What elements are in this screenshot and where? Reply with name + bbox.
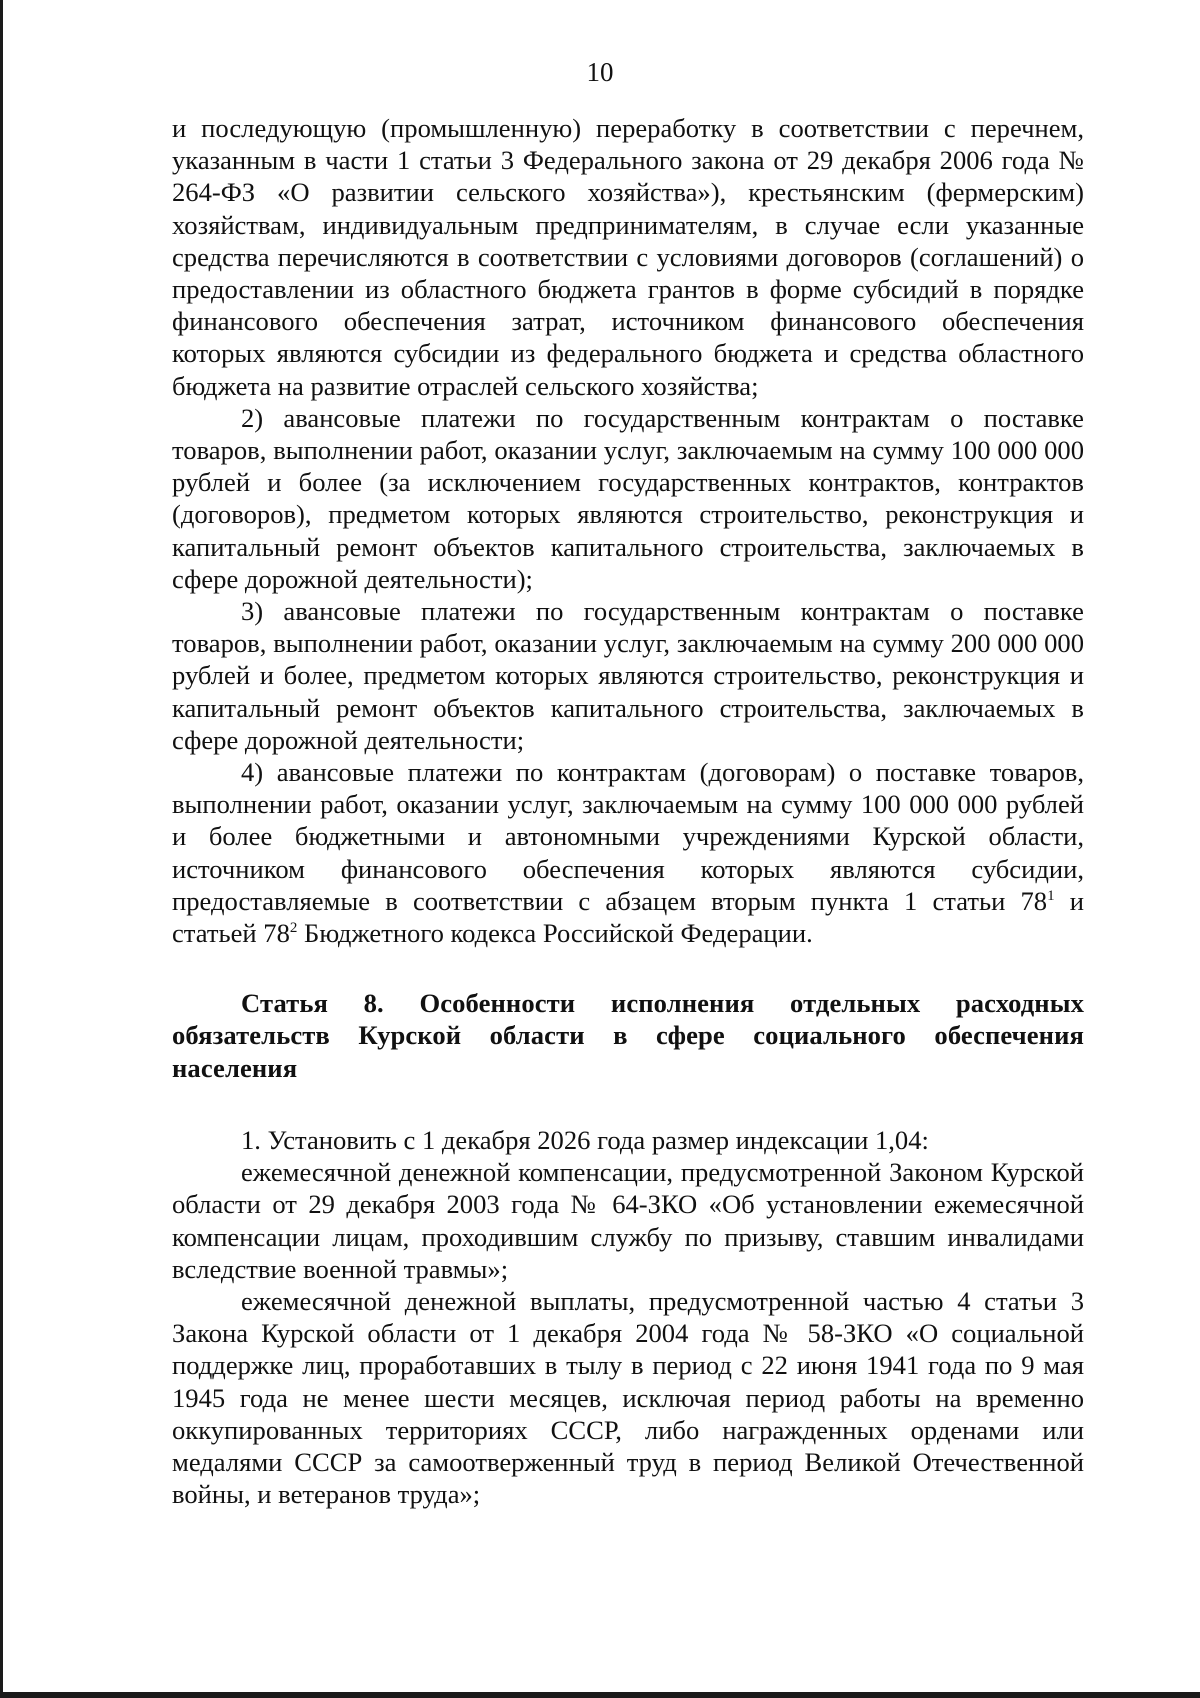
paragraph-item-2: 2) авансовые платежи по государственным контрактам о поставке товаров, выполнении работ, оказании услуг, заключаемым на сумму 100 000 000 рублей и более (за исключением государственных контрактов, контрактов (договоров), предметом которых являются строительство, реконструкция и капитальный ремонт объектов капитального строительства, заключаемых в сфере дорожной деятельности); [172, 402, 1084, 594]
page-number: 10 [586, 57, 614, 87]
scan-bottom-edge [0, 1692, 1200, 1698]
scan-left-edge [0, 0, 3, 1698]
article-item-1: 1. Установить с 1 декабря 2026 года размер индексации 1,04: [241, 1124, 929, 1155]
paragraph-item-4 [172, 756, 1084, 949]
article-subitem-2: ежемесячной денежной выплаты, предусмотренной частью 4 статьи 3 Закона Курской области от 1 декабря 2004 года № 58-ЗКО «О социальной поддержке лиц, проработавших в тылу в период с 22 июня 1941 года по 9 мая 1945 года не менее шести месяцев, исключая период работы на временно оккупированных территориях СССР, либо награжденных орденами или медалями СССР за самоотверженный труд в период Великой Отечественной войны, и ветеранов труда»; [172, 1285, 1084, 1510]
paragraph-item-4-text-2: и статьей 78 [172, 885, 1084, 949]
paragraph-item-4-text-3: Бюджетного кодекса Российской Федерации. [297, 918, 813, 949]
paragraph-item-3: 3) авансовые платежи по государственным контрактам о поставке товаров, выполнении работ, оказании услуг, заключаемым на сумму 200 000 000 рублей и более, предметом которых являются строительство, реконструкция и капитальный ремонт объектов капитального строительства, заключаемых в сфере дорожной деятельности; [172, 596, 1084, 755]
superscript-1: 1 [1047, 887, 1055, 904]
article-subitem-1: ежемесячной денежной компенсации, предусмотренной Законом Курской области от 29 декабря 2003 года № 64-ЗКО «Об установлении ежемесячной компенсации лицам, проходившим службу по призыву, ставшим инвалидами вследствие военной травмы»; [172, 1157, 1084, 1284]
paragraph-continuation: и последующую (промышленную) переработку в соответствии с перечнем, указанным в части 1 статьи 3 Федерального закона от 29 декабря 2006 года № 264-ФЗ «О развитии сельского хозяйства»), крестьянским (фермерским) хозяйствам, индивидуальным предпринимателям, в случае если указанные средства перечисляются в соответствии с условиями договоров (соглашений) о предоставлении из областного бюджета грантов в форме субсидий в порядке финансового обеспечения затрат, источником финансового обеспечения которых являются субсидии из федерального бюджета и средства областного бюджета на развитие отраслей сельского хозяйства; [172, 113, 1084, 401]
article-heading: Статья 8. Особенности исполнения отдельных расходных обязательств Курской области в сфере социального обеспечения населения [172, 988, 1084, 1083]
paragraph-item-4-text-1: 4) авансовые платежи по контрактам (договорам) о поставке товаров, выполнении работ, оказании услуг, заключаемым на сумму 100 000 000 рублей и более бюджетными и автономными учреждениями Курской области, источником финансового обеспечения которых являются субсидии, предоставляемые в соответствии с абзацем вторым пункта 1 статьи 78 [172, 757, 1084, 916]
document-body [172, 112, 1084, 1510]
superscript-2: 2 [289, 920, 298, 937]
